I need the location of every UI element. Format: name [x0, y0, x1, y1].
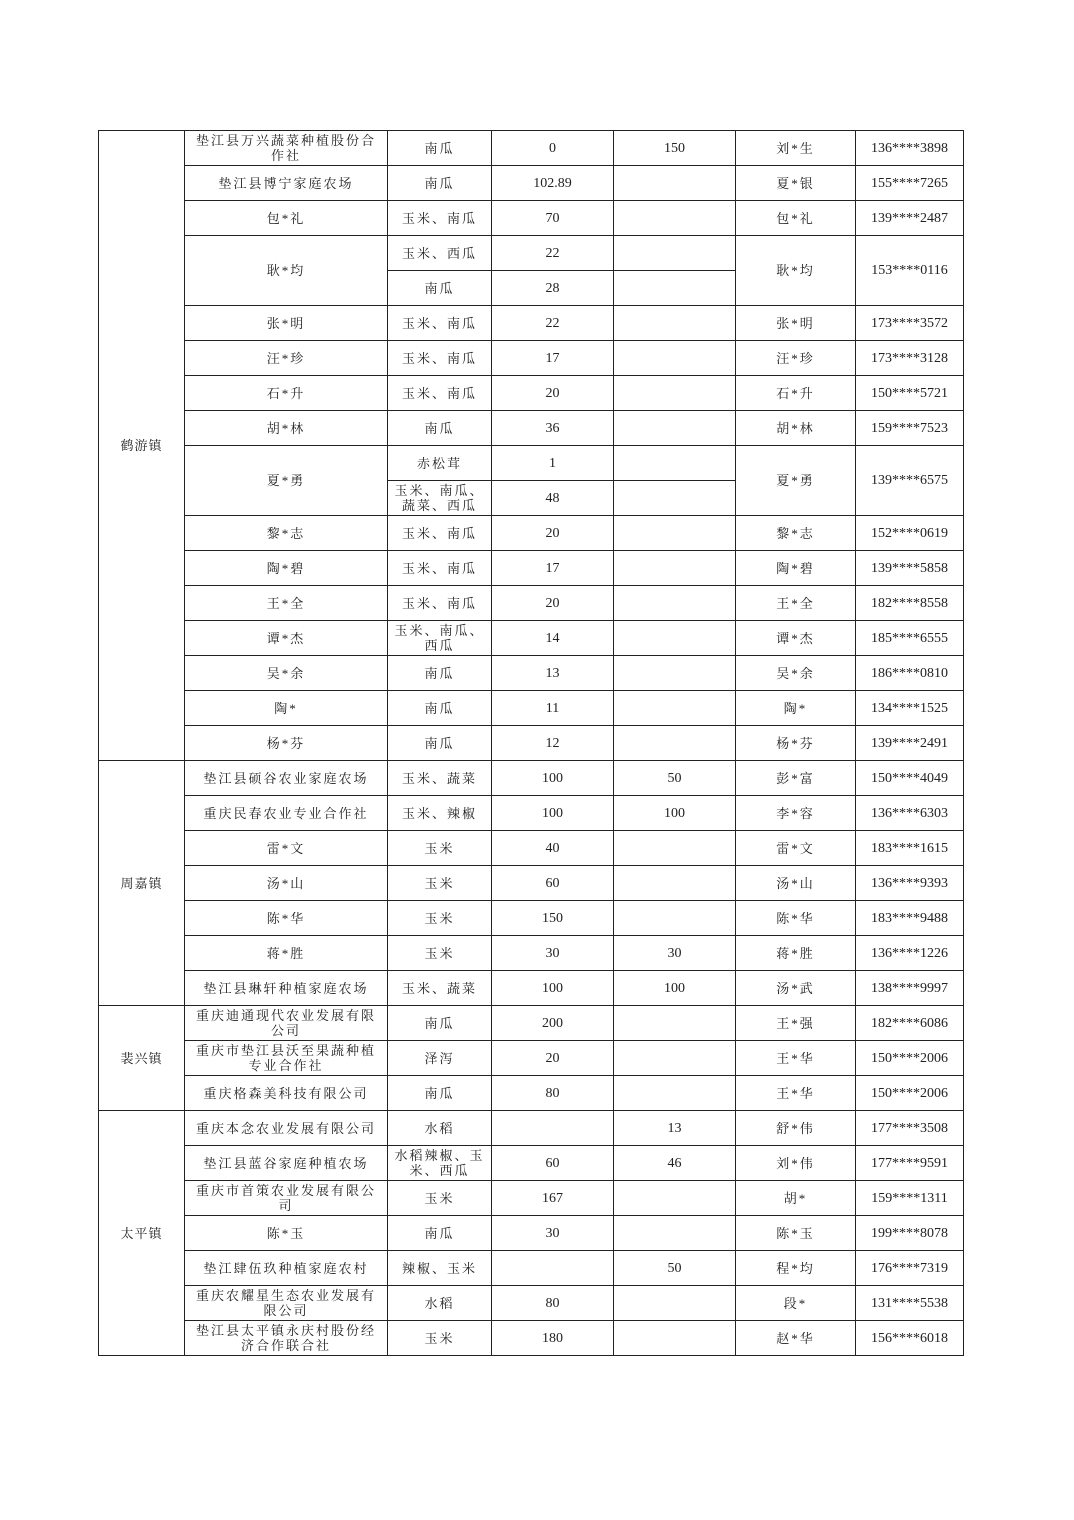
- contact-cell: 刘*生: [736, 131, 856, 166]
- phone-cell: 136****3898: [856, 131, 964, 166]
- other-area-cell: [614, 621, 736, 656]
- entity-cell: 重庆市垫江县沃至果蔬种植专业合作社: [185, 1041, 388, 1076]
- other-area-cell: [614, 516, 736, 551]
- contact-cell: 黎*志: [736, 516, 856, 551]
- entity-cell: 黎*志: [185, 516, 388, 551]
- table-row: [99, 376, 964, 411]
- phone-cell: 139****5858: [856, 551, 964, 586]
- table-row: [99, 201, 964, 236]
- phone-cell: 176****7319: [856, 1251, 964, 1286]
- area-cell: 100: [492, 761, 614, 796]
- contact-cell: 耿*均: [736, 236, 856, 306]
- other-area-cell: [614, 1006, 736, 1041]
- contact-cell: 刘*伟: [736, 1146, 856, 1181]
- entity-cell: 汪*珍: [185, 341, 388, 376]
- phone-cell: 199****8078: [856, 1216, 964, 1251]
- phone-cell: 139****6575: [856, 446, 964, 516]
- crop-cell: 玉米: [388, 901, 492, 936]
- other-area-cell: 46: [614, 1146, 736, 1181]
- phone-cell: 156****6018: [856, 1321, 964, 1356]
- other-area-cell: 30: [614, 936, 736, 971]
- table-row: [99, 1076, 964, 1111]
- area-cell: 17: [492, 341, 614, 376]
- contact-cell: 汪*珍: [736, 341, 856, 376]
- phone-cell: 173****3128: [856, 341, 964, 376]
- crop-cell: 南瓜: [388, 1006, 492, 1041]
- town-cell: 鹤游镇: [99, 131, 185, 761]
- table-body: [99, 131, 964, 1356]
- contact-cell: 吴*余: [736, 656, 856, 691]
- phone-cell: 173****3572: [856, 306, 964, 341]
- table-row: [99, 1251, 964, 1286]
- contact-cell: 舒*伟: [736, 1111, 856, 1146]
- area-cell: 40: [492, 831, 614, 866]
- area-cell: 80: [492, 1076, 614, 1111]
- area-cell: 167: [492, 1181, 614, 1216]
- area-cell: 180: [492, 1321, 614, 1356]
- crop-cell: 南瓜: [388, 726, 492, 761]
- area-cell: [492, 1251, 614, 1286]
- phone-cell: 150****2006: [856, 1076, 964, 1111]
- area-cell: 60: [492, 866, 614, 901]
- crop-cell: 玉米、南瓜: [388, 516, 492, 551]
- area-cell: 13: [492, 656, 614, 691]
- other-area-cell: [614, 1286, 736, 1321]
- table-row: [99, 1181, 964, 1216]
- table-row: [99, 1146, 964, 1181]
- phone-cell: 139****2491: [856, 726, 964, 761]
- area-cell: 11: [492, 691, 614, 726]
- table-row: [99, 796, 964, 831]
- table-row: [99, 1006, 964, 1041]
- area-cell: 48: [492, 481, 614, 516]
- contact-cell: 陶*: [736, 691, 856, 726]
- entity-cell: 雷*文: [185, 831, 388, 866]
- contact-cell: 赵*华: [736, 1321, 856, 1356]
- table-row: [99, 131, 964, 166]
- town-cell: 太平镇: [99, 1111, 185, 1356]
- other-area-cell: [614, 376, 736, 411]
- entity-cell: 陈*玉: [185, 1216, 388, 1251]
- area-cell: 1: [492, 446, 614, 481]
- contact-cell: 夏*勇: [736, 446, 856, 516]
- contact-cell: 夏*银: [736, 166, 856, 201]
- table-row: [99, 306, 964, 341]
- contact-cell: 石*升: [736, 376, 856, 411]
- entity-cell: 重庆市首策农业发展有限公司: [185, 1181, 388, 1216]
- phone-cell: 185****6555: [856, 621, 964, 656]
- other-area-cell: [614, 831, 736, 866]
- area-cell: 100: [492, 971, 614, 1006]
- table-row: [99, 166, 964, 201]
- entity-cell: 陈*华: [185, 901, 388, 936]
- contact-cell: 王*华: [736, 1076, 856, 1111]
- crop-cell: 南瓜: [388, 166, 492, 201]
- phone-cell: 153****0116: [856, 236, 964, 306]
- other-area-cell: 150: [614, 131, 736, 166]
- crop-cell: 玉米: [388, 1181, 492, 1216]
- crop-cell: 南瓜: [388, 131, 492, 166]
- phone-cell: 159****7523: [856, 411, 964, 446]
- table-row: [99, 726, 964, 761]
- entity-cell: 汤*山: [185, 866, 388, 901]
- crop-cell: 玉米、西瓜: [388, 236, 492, 271]
- area-cell: 80: [492, 1286, 614, 1321]
- contact-cell: 陶*碧: [736, 551, 856, 586]
- area-cell: 14: [492, 621, 614, 656]
- contact-cell: 王*华: [736, 1041, 856, 1076]
- other-area-cell: [614, 1041, 736, 1076]
- contact-cell: 张*明: [736, 306, 856, 341]
- area-cell: 60: [492, 1146, 614, 1181]
- crop-cell: 南瓜: [388, 691, 492, 726]
- phone-cell: 182****6086: [856, 1006, 964, 1041]
- other-area-cell: 100: [614, 796, 736, 831]
- contact-cell: 汤*山: [736, 866, 856, 901]
- table-row: [99, 761, 964, 796]
- contact-cell: 胡*: [736, 1181, 856, 1216]
- phone-cell: 138****9997: [856, 971, 964, 1006]
- crop-cell: 水稻: [388, 1286, 492, 1321]
- area-cell: 36: [492, 411, 614, 446]
- phone-cell: 183****1615: [856, 831, 964, 866]
- table-row: [99, 236, 964, 271]
- phone-cell: 150****5721: [856, 376, 964, 411]
- other-area-cell: [614, 166, 736, 201]
- crop-cell: 玉米、南瓜: [388, 201, 492, 236]
- other-area-cell: [614, 446, 736, 481]
- phone-cell: 136****1226: [856, 936, 964, 971]
- other-area-cell: [614, 481, 736, 516]
- crop-cell: 南瓜: [388, 271, 492, 306]
- entity-cell: 杨*芬: [185, 726, 388, 761]
- other-area-cell: [614, 656, 736, 691]
- area-cell: 102.89: [492, 166, 614, 201]
- town-cell: 裴兴镇: [99, 1006, 185, 1111]
- area-cell: [492, 1111, 614, 1146]
- crop-cell: 南瓜: [388, 1076, 492, 1111]
- other-area-cell: [614, 271, 736, 306]
- phone-cell: 136****9393: [856, 866, 964, 901]
- table-row: [99, 936, 964, 971]
- crop-cell: 玉米、蔬菜: [388, 761, 492, 796]
- phone-cell: 131****5538: [856, 1286, 964, 1321]
- contact-cell: 王*强: [736, 1006, 856, 1041]
- town-cell: 周嘉镇: [99, 761, 185, 1006]
- entity-cell: 重庆农耀星生态农业发展有限公司: [185, 1286, 388, 1321]
- entity-cell: 夏*勇: [185, 446, 388, 516]
- other-area-cell: 13: [614, 1111, 736, 1146]
- phone-cell: 177****3508: [856, 1111, 964, 1146]
- contact-cell: 李*容: [736, 796, 856, 831]
- table-row: [99, 1111, 964, 1146]
- table-row: [99, 901, 964, 936]
- entity-cell: 垫江县蓝谷家庭种植农场: [185, 1146, 388, 1181]
- other-area-cell: [614, 201, 736, 236]
- other-area-cell: [614, 901, 736, 936]
- entity-cell: 陶*: [185, 691, 388, 726]
- crop-cell: 玉米、南瓜: [388, 306, 492, 341]
- other-area-cell: [614, 726, 736, 761]
- contact-cell: 谭*杰: [736, 621, 856, 656]
- other-area-cell: [614, 691, 736, 726]
- table-row: [99, 656, 964, 691]
- entity-cell: 石*升: [185, 376, 388, 411]
- crop-cell: 玉米: [388, 1321, 492, 1356]
- area-cell: 30: [492, 936, 614, 971]
- area-cell: 28: [492, 271, 614, 306]
- contact-cell: 雷*文: [736, 831, 856, 866]
- crop-cell: 玉米: [388, 831, 492, 866]
- contact-cell: 陈*玉: [736, 1216, 856, 1251]
- contact-cell: 杨*芬: [736, 726, 856, 761]
- entity-cell: 重庆格森美科技有限公司: [185, 1076, 388, 1111]
- other-area-cell: [614, 1076, 736, 1111]
- table-row: [99, 621, 964, 656]
- phone-cell: 177****9591: [856, 1146, 964, 1181]
- area-cell: 70: [492, 201, 614, 236]
- area-cell: 200: [492, 1006, 614, 1041]
- table-row: [99, 831, 964, 866]
- crop-cell: 玉米、辣椒: [388, 796, 492, 831]
- other-area-cell: [614, 236, 736, 271]
- phone-cell: 150****2006: [856, 1041, 964, 1076]
- table-row: [99, 411, 964, 446]
- crop-cell: 玉米、南瓜: [388, 341, 492, 376]
- table-row: [99, 586, 964, 621]
- entity-cell: 谭*杰: [185, 621, 388, 656]
- contact-cell: 段*: [736, 1286, 856, 1321]
- contact-cell: 胡*林: [736, 411, 856, 446]
- table-row: [99, 1321, 964, 1356]
- crop-cell: 南瓜: [388, 411, 492, 446]
- area-cell: 22: [492, 236, 614, 271]
- phone-cell: 186****0810: [856, 656, 964, 691]
- entity-cell: 张*明: [185, 306, 388, 341]
- crop-cell: 泽泻: [388, 1041, 492, 1076]
- area-cell: 22: [492, 306, 614, 341]
- phone-cell: 183****9488: [856, 901, 964, 936]
- table-row: [99, 516, 964, 551]
- entity-cell: 陶*碧: [185, 551, 388, 586]
- crop-cell: 玉米、南瓜: [388, 376, 492, 411]
- crop-cell: 玉米、南瓜、西瓜: [388, 621, 492, 656]
- entity-cell: 吴*余: [185, 656, 388, 691]
- area-cell: 150: [492, 901, 614, 936]
- crop-cell: 南瓜: [388, 656, 492, 691]
- crop-cell: 赤松茸: [388, 446, 492, 481]
- table-row: [99, 1216, 964, 1251]
- entity-cell: 耿*均: [185, 236, 388, 306]
- contact-cell: 彭*富: [736, 761, 856, 796]
- contact-cell: 陈*华: [736, 901, 856, 936]
- crop-cell: 辣椒、玉米: [388, 1251, 492, 1286]
- crop-cell: 水稻辣椒、玉米、西瓜: [388, 1146, 492, 1181]
- crop-cell: 玉米、蔬菜: [388, 971, 492, 1006]
- other-area-cell: [614, 551, 736, 586]
- other-area-cell: [614, 306, 736, 341]
- other-area-cell: [614, 411, 736, 446]
- entity-cell: 垫江县博宁家庭农场: [185, 166, 388, 201]
- area-cell: 0: [492, 131, 614, 166]
- table-row: [99, 341, 964, 376]
- other-area-cell: [614, 586, 736, 621]
- contact-cell: 程*均: [736, 1251, 856, 1286]
- entity-cell: 垫江县琳轩种植家庭农场: [185, 971, 388, 1006]
- area-cell: 30: [492, 1216, 614, 1251]
- area-cell: 20: [492, 516, 614, 551]
- area-cell: 12: [492, 726, 614, 761]
- entity-cell: 垫江县万兴蔬菜种植股份合作社: [185, 131, 388, 166]
- other-area-cell: [614, 341, 736, 376]
- table-row: [99, 866, 964, 901]
- entity-cell: 垫江肆伍玖种植家庭农村: [185, 1251, 388, 1286]
- table-row: [99, 446, 964, 481]
- entity-cell: 胡*林: [185, 411, 388, 446]
- crop-cell: 玉米: [388, 866, 492, 901]
- table-row: [99, 551, 964, 586]
- crop-cell: 玉米: [388, 936, 492, 971]
- other-area-cell: 100: [614, 971, 736, 1006]
- crop-cell: 玉米、南瓜: [388, 551, 492, 586]
- other-area-cell: [614, 1321, 736, 1356]
- entity-cell: 重庆民春农业专业合作社: [185, 796, 388, 831]
- other-area-cell: [614, 866, 736, 901]
- crop-cell: 玉米、南瓜、蔬菜、西瓜: [388, 481, 492, 516]
- area-cell: 100: [492, 796, 614, 831]
- other-area-cell: 50: [614, 1251, 736, 1286]
- contact-cell: 王*全: [736, 586, 856, 621]
- area-cell: 17: [492, 551, 614, 586]
- crop-cell: 玉米、南瓜: [388, 586, 492, 621]
- other-area-cell: [614, 1216, 736, 1251]
- phone-cell: 155****7265: [856, 166, 964, 201]
- crop-cell: 南瓜: [388, 1216, 492, 1251]
- supplier-table: [98, 130, 964, 1356]
- entity-cell: 包*礼: [185, 201, 388, 236]
- contact-cell: 包*礼: [736, 201, 856, 236]
- table-row: [99, 1041, 964, 1076]
- entity-cell: 重庆迪通现代农业发展有限公司: [185, 1006, 388, 1041]
- table-row: [99, 691, 964, 726]
- other-area-cell: [614, 1181, 736, 1216]
- entity-cell: 垫江县硕谷农业家庭农场: [185, 761, 388, 796]
- entity-cell: 王*全: [185, 586, 388, 621]
- table-row: [99, 1286, 964, 1321]
- phone-cell: 159****1311: [856, 1181, 964, 1216]
- contact-cell: 蒋*胜: [736, 936, 856, 971]
- phone-cell: 152****0619: [856, 516, 964, 551]
- area-cell: 20: [492, 376, 614, 411]
- other-area-cell: 50: [614, 761, 736, 796]
- crop-cell: 水稻: [388, 1111, 492, 1146]
- phone-cell: 150****4049: [856, 761, 964, 796]
- area-cell: 20: [492, 586, 614, 621]
- entity-cell: 蒋*胜: [185, 936, 388, 971]
- entity-cell: 重庆本念农业发展有限公司: [185, 1111, 388, 1146]
- table-row: [99, 971, 964, 1006]
- area-cell: 20: [492, 1041, 614, 1076]
- phone-cell: 134****1525: [856, 691, 964, 726]
- phone-cell: 136****6303: [856, 796, 964, 831]
- entity-cell: 垫江县太平镇永庆村股份经济合作联合社: [185, 1321, 388, 1356]
- phone-cell: 139****2487: [856, 201, 964, 236]
- contact-cell: 汤*武: [736, 971, 856, 1006]
- phone-cell: 182****8558: [856, 586, 964, 621]
